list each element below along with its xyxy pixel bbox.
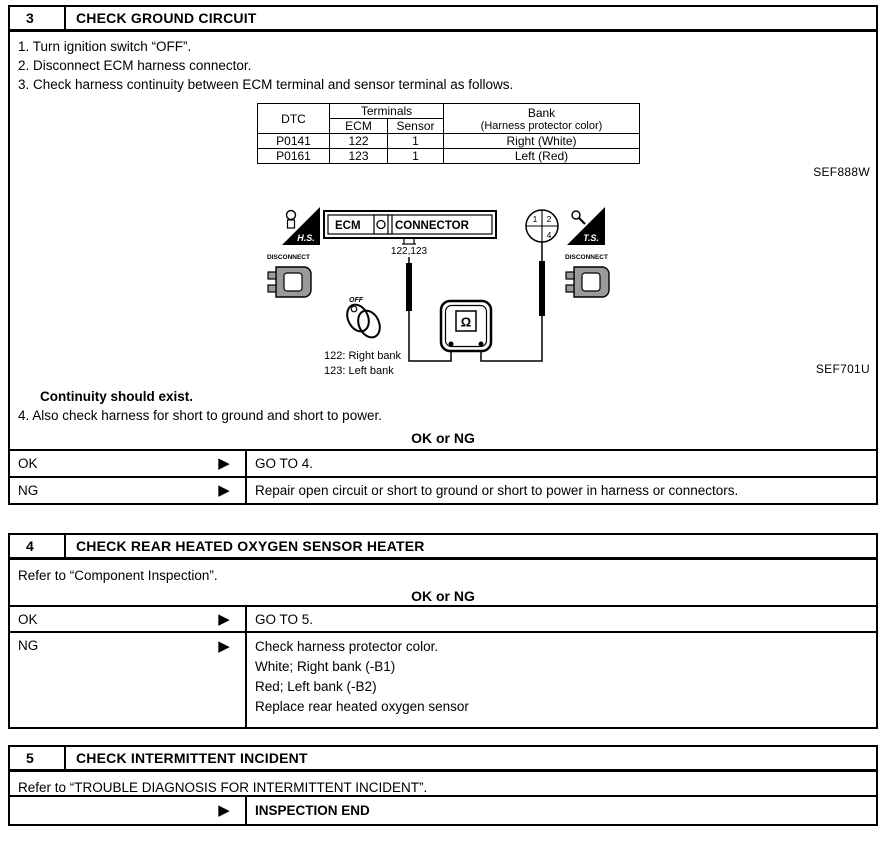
cell-ecm: 122 [330,134,388,149]
figure-ref-sef701u: SEF701U [815,362,870,376]
step-line-2: 2. Disconnect ECM harness connector. [18,58,252,73]
step-line-1: 1. Turn ignition switch “OFF”. [18,39,192,54]
hs-icon [282,207,320,245]
table-row [258,134,640,149]
step-number: 5 [26,750,34,766]
sensor-connector-circle [526,210,558,242]
arrow-icon: ▶ [218,638,230,655]
ok-or-ng-heading: OK or NG [411,588,475,604]
step-title: CHECK REAR HEATED OXYGEN SENSOR HEATER [64,535,876,557]
result-label: NG [18,638,39,653]
arrow-icon: ▶ [218,610,230,628]
arrow-icon: ▶ [218,482,230,499]
disconnect-label-right: DISCONNECT [565,254,608,261]
step-3-check-ground-circuit [8,5,878,505]
result-label: OK [18,456,38,471]
cell-dtc: P0161 [258,149,330,164]
result-label: OK [18,611,38,627]
col-bank-header [444,104,640,134]
cell-ecm: 123 [330,149,388,164]
legend-left-bank: 123: Left bank [324,365,394,377]
step-line-4: 4. Also check harness for short to ground and short to power. [18,408,382,423]
disconnect-icon-right [565,254,609,297]
result-rows [10,795,876,824]
ignition-key-off-icon [343,297,384,341]
step-number: 3 [26,10,34,26]
ts-label: T.S. [583,233,599,243]
cell-sensor: 1 [388,134,444,149]
step-5-check-intermittent-incident [8,745,878,826]
ecm-label: ECM [335,220,361,232]
step-title: CHECK GROUND CIRCUIT [64,7,876,29]
disconnect-icon-left [267,254,311,297]
result-action: Repair open circuit or short to ground or short to power in harness or connectors. [245,478,876,503]
refer-note: Refer to “Component Inspection”. [18,568,218,583]
pin-4-label: 4 [546,230,552,240]
ng-action-line-4: Replace rear heated oxygen sensor [255,699,469,714]
continuity-note: Continuity should exist. [40,389,194,404]
bank-header-line1: Bank [527,105,556,120]
ts-icon [567,207,605,245]
bank-header-line2: (Harness protector color) [480,119,603,132]
continuity-test-diagram [254,201,654,387]
cell-bank: Left (Red) [444,149,640,164]
pin-2-label: 2 [546,214,552,224]
off-label: OFF [349,297,363,304]
col-dtc-header: DTC [258,104,330,134]
result-row-ok [10,449,876,476]
step-number: 4 [26,538,34,554]
ohm-symbol: Ω [460,314,472,330]
ng-action-line-3: Red; Left bank (-B2) [255,679,377,694]
figure-ref-sef888w: SEF888W [813,165,870,179]
result-row-ok [10,605,876,631]
result-action: INSPECTION END [245,797,876,824]
connector-label: CONNECTOR [395,220,469,232]
ecm-connector-box [324,211,496,238]
result-rows [10,449,876,503]
table-row [258,149,640,164]
pin-1-label: 1 [532,214,538,224]
arrow-icon: ▶ [218,455,230,472]
result-rows [10,605,876,727]
col-sensor-header: Sensor [388,119,444,134]
result-action [245,633,876,727]
hs-label: H.S. [297,233,315,243]
result-row-ng [10,476,876,503]
step-line-3: 3. Check harness continuity between ECM terminal and sensor terminal as follows. [18,77,514,92]
refer-note: Refer to “TROUBLE DIAGNOSIS FOR INTERMITTENT INCIDENT”. [18,780,428,795]
terminal-numbers-label: 122,123 [390,246,428,257]
col-ecm-header: ECM [330,119,388,134]
step-4-header [10,535,876,560]
result-label-empty [10,797,203,824]
cell-dtc: P0141 [258,134,330,149]
disconnect-label-left: DISCONNECT [267,254,310,261]
legend-right-bank: 122: Right bank [324,350,402,362]
step-3-header [10,7,876,32]
step-5-header [10,747,876,772]
result-row-ng [10,631,876,727]
result-action: GO TO 4. [245,451,876,476]
terminal-callout [391,238,428,257]
step-title: CHECK INTERMITTENT INCIDENT [64,747,876,769]
result-row-end [10,795,876,824]
cell-sensor: 1 [388,149,444,164]
col-terminals-header: Terminals [330,104,444,119]
terminal-table [257,103,640,164]
ok-or-ng-heading: OK or NG [411,430,475,446]
step-4-check-rear-heated-oxygen-sensor-heater [8,533,878,729]
arrow-icon: ▶ [218,802,230,819]
ng-action-line-1: Check harness protector color. [255,639,439,654]
cell-bank: Right (White) [444,134,640,149]
ohmmeter-icon [441,301,491,351]
result-action: GO TO 5. [245,607,876,631]
result-label: NG [18,483,39,498]
ng-action-line-2: White; Right bank (-B1) [255,659,396,674]
procedure-steps [18,37,513,94]
